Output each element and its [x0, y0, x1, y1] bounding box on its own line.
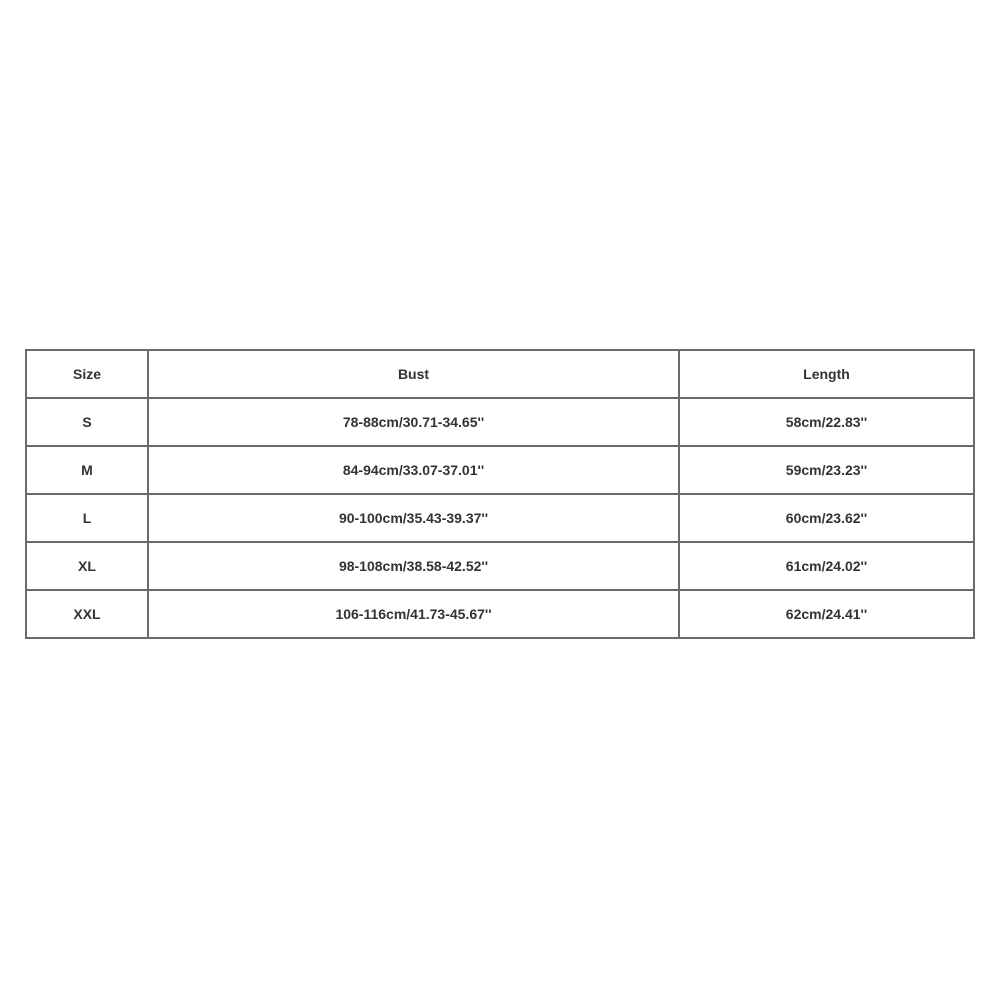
bust-cell: 90-100cm/35.43-39.37'': [148, 494, 679, 542]
size-cell: S: [26, 398, 148, 446]
size-chart-table: [25, 349, 975, 639]
header-bust: Bust: [148, 350, 679, 398]
length-cell: 58cm/22.83'': [679, 398, 974, 446]
size-cell: L: [26, 494, 148, 542]
bust-cell: 84-94cm/33.07-37.01'': [148, 446, 679, 494]
bust-cell: 106-116cm/41.73-45.67'': [148, 590, 679, 638]
size-cell: M: [26, 446, 148, 494]
length-cell: 62cm/24.41'': [679, 590, 974, 638]
table-body: [26, 398, 974, 638]
size-cell: XXL: [26, 590, 148, 638]
bust-cell: 78-88cm/30.71-34.65'': [148, 398, 679, 446]
header-size: Size: [26, 350, 148, 398]
size-cell: XL: [26, 542, 148, 590]
bust-cell: 98-108cm/38.58-42.52'': [148, 542, 679, 590]
length-cell: 60cm/23.62'': [679, 494, 974, 542]
table-row: [26, 542, 974, 590]
header-length: Length: [679, 350, 974, 398]
header-row: [26, 350, 974, 398]
table-row: [26, 398, 974, 446]
table-row: [26, 446, 974, 494]
length-cell: 61cm/24.02'': [679, 542, 974, 590]
table-header: [26, 350, 974, 398]
table-row: [26, 590, 974, 638]
table-row: [26, 494, 974, 542]
length-cell: 59cm/23.23'': [679, 446, 974, 494]
